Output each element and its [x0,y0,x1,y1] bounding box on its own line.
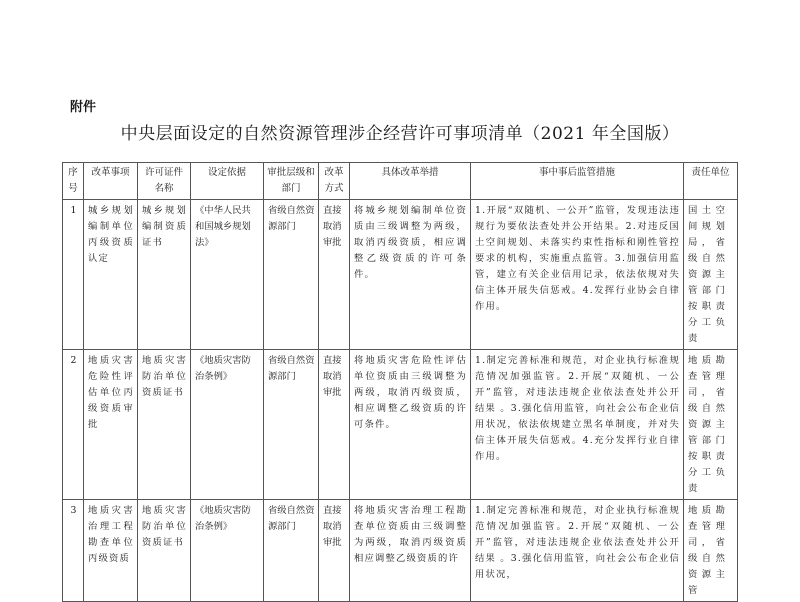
header-item: 改革事项 [84,163,138,200]
cell-method: 直接取消审批 [319,500,350,602]
header-unit: 责任单位 [684,163,738,200]
header-supervision: 事中事后监管措施 [471,163,684,200]
cell-item: 城乡规划编制单位丙级资质认定 [84,200,138,350]
cell-level: 省级自然资源部门 [264,350,319,500]
cell-method: 直接取消审批 [319,200,350,350]
header-measures: 具体改革举措 [350,163,471,200]
cell-item: 地质灾害危险性评估单位丙级资质审批 [84,350,138,500]
cell-method: 直接取消审批 [319,350,350,500]
cell-no: 2 [63,350,84,500]
header-no: 序号 [63,163,84,200]
header-method: 改革方式 [319,163,350,200]
table-row [63,500,738,602]
cell-license: 城乡规划编制资质证书 [138,200,191,350]
cell-unit: 国土空间规划局，省级自然资源主管部门按职责分工负责 [684,200,738,350]
cell-basis: 《地质灾害防治条例》 [191,500,264,602]
attachment-label: 附件 [70,100,97,115]
cell-unit: 地质勘查管理司，省级自然资源主管 [684,500,738,602]
cell-license: 地质灾害防治单位资质证书 [138,350,191,500]
table-row [63,200,738,350]
cell-level: 省级自然资源部门 [264,500,319,602]
cell-supervision: 1.制定完善标准和规范，对企业执行标准规范情况加强监管。2.开展“双随机、一公开”监管，对违法违规企业依法查处并公开结果 。3.强化信用监管，向社会公布企业信用状况，依法依规建立黑名单制度，并对失信主体开展失信惩戒。4.充分发挥行业自律作用。 [471,350,684,500]
cell-no: 1 [63,200,84,350]
cell-basis: 《中华人民共和国城乡规划法》 [191,200,264,350]
table-row [63,350,738,500]
cell-item: 地质灾害治理工程勘查单位丙级资质 [84,500,138,602]
table-header-row [63,163,738,200]
header-license: 许可证件名称 [138,163,191,200]
cell-license: 地质灾害防治单位资质证书 [138,500,191,602]
cell-supervision: 1.开展“双随机、一公开”监管，发现违法违规行为要依法查处并公开结果。2.对违反国土空间规划、未落实约束性指标和刚性管控要求的机构，实施重点监管。3.加强信用监管，建立有关企业信用记录，依法依规对失信主体开展失信惩戒。4.发挥行业协会自律作用。 [471,200,684,350]
header-level: 审批层级和部门 [264,163,319,200]
cell-measures: 将地质灾害治理工程勘查单位资质由三级调整为两级，取消丙级资质相应调整乙级资质的许 [350,500,471,602]
permit-list-table [62,162,738,602]
document-title: 中央层面设定的自然资源管理涉企经营许可事项清单（2021 年全国版） [120,124,680,144]
cell-basis: 《地质灾害防治条例》 [191,350,264,500]
cell-measures: 将城乡规划编制单位资质由三级调整为两级，取消丙级资质，相应调整乙级资质的许可条件。 [350,200,471,350]
cell-measures: 将地质灾害危险性评估单位资质由三级调整为两级，取消丙级资质，相应调整乙级资质的许可条件。 [350,350,471,500]
cell-supervision: 1.制定完善标准和规范，对企业执行标准规范情况加强监管。2.开展“双随机、一公开”监管，对违法违规企业依法查处并公开结果 。3.强化信用监管，向社会公布企业信用状况， [471,500,684,602]
cell-level: 省级自然资源部门 [264,200,319,350]
header-basis: 设定依据 [191,163,264,200]
cell-unit: 地质勘查管理司，省级自然资源主管部门按职责分工负责 [684,350,738,500]
cell-no: 3 [63,500,84,602]
